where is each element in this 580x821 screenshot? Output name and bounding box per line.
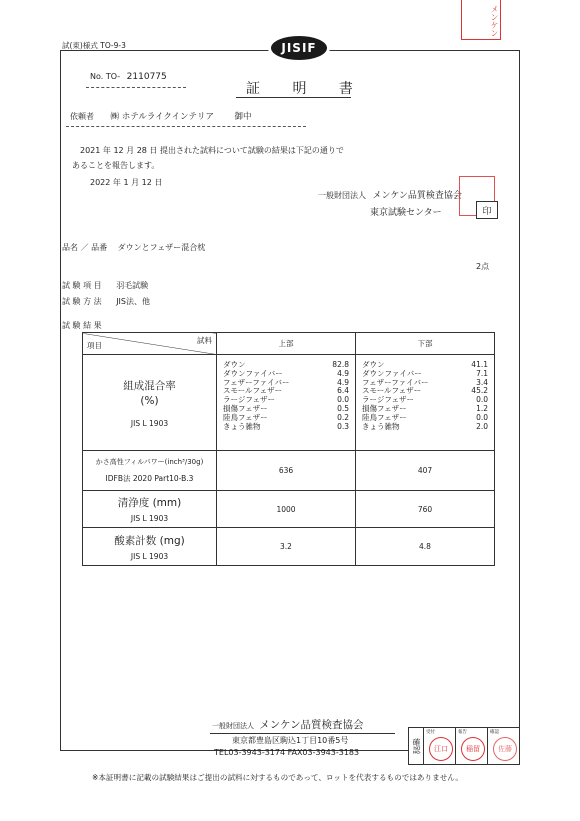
requester-name: ㈱ ホテルライクインテリア <box>110 112 214 122</box>
honorific: 御中 <box>234 112 252 122</box>
product-name: ダウンとフェザー混合枕 <box>117 243 206 252</box>
footer-org-name: メンケン品質検査協会 <box>259 719 364 731</box>
table-row <box>83 491 495 528</box>
component-value: 7.1 <box>476 368 488 378</box>
stamp3-text: 佐藤 <box>498 745 512 753</box>
oxy-lower: 4.8 <box>356 528 495 566</box>
clean-title: 清浄度 (mm) <box>117 497 182 509</box>
mix-std: JIS L 1903 <box>130 418 169 428</box>
clean-upper: 1000 <box>217 491 356 528</box>
component-name: ダウン <box>362 360 385 369</box>
approve-label: 確認 <box>490 730 499 735</box>
component-value: 6.4 <box>337 386 349 396</box>
component-value: 0.0 <box>476 395 488 405</box>
mix-lower-cell <box>356 355 495 451</box>
oxy-label-cell <box>83 528 217 566</box>
report-label: 報告 <box>458 730 467 735</box>
cert-number <box>90 72 167 82</box>
received-label: 受付 <box>426 730 435 735</box>
requester-label: 依頼者 <box>70 112 94 121</box>
fill-label-cell <box>83 451 217 491</box>
page-title: 証 明 書 <box>246 81 367 97</box>
footer-org-underline <box>210 733 395 734</box>
test-item-row <box>62 280 148 291</box>
oxy-upper: 3.2 <box>217 528 356 566</box>
fill-title: かさ高性フィルパワー(inch³/30g) <box>95 458 204 466</box>
fill-upper: 636 <box>217 451 356 491</box>
component-value: 4.9 <box>337 377 349 387</box>
header-upper: 上部 <box>217 333 356 355</box>
component-name: ダウンファイバー <box>223 368 283 378</box>
form-code: 試(東)様式 TO-9-3 <box>62 41 126 50</box>
title-underline <box>236 97 351 98</box>
component-row <box>356 423 494 432</box>
stamp2-text: 稲留 <box>466 745 480 753</box>
report-date: 2022 年 1 月 12 日 <box>90 178 163 187</box>
footer-tel: TEL03-3943-3174 FAX03-3943-3183 <box>214 748 360 757</box>
issuer-name: メンケン品質検査協会 <box>372 191 462 201</box>
header-sample: 試料 <box>197 336 212 345</box>
product-label: 品名 ／ 品番 <box>62 243 108 252</box>
approval-box <box>408 727 520 765</box>
cert-no-label: No. TO- <box>90 72 121 81</box>
header-diagonal-cell <box>83 333 217 355</box>
clean-std: JIS L 1903 <box>130 514 169 523</box>
component-value: 2.0 <box>476 421 488 431</box>
test-item-label: 試 験 項 目 <box>62 281 102 290</box>
clean-lower: 760 <box>356 491 495 528</box>
stamp-inadome <box>461 737 485 761</box>
approval-cell-received <box>424 728 456 764</box>
mix-title: 組成混合率 <box>123 379 176 392</box>
component-name: スモールフェザー <box>362 386 422 396</box>
mix-unit: (%) <box>140 394 159 407</box>
component-name: 損傷フェザー <box>362 403 407 413</box>
table-header-row <box>83 333 495 355</box>
confirm-label <box>409 728 424 764</box>
corner-stamp <box>461 0 501 40</box>
issuer-center: 東京試験センター <box>370 208 442 218</box>
component-name: 損傷フェザー <box>223 403 268 413</box>
component-value: 0.0 <box>337 395 349 405</box>
cert-no-underline <box>86 87 186 88</box>
header-item: 項目 <box>87 341 102 350</box>
component-value: 45.2 <box>471 386 488 396</box>
component-value: 0.2 <box>337 412 349 422</box>
results-table <box>82 332 495 566</box>
component-name: きょう雑物 <box>362 421 400 431</box>
table-row <box>83 451 495 491</box>
submit-line: 2021 年 12 月 28 日 提出された試料について試験の結果は下記の通りで <box>80 146 344 155</box>
component-name: ラージフェザー <box>223 395 275 405</box>
seal-char: 印 <box>482 206 492 217</box>
confirm-text: 確認 <box>412 738 421 754</box>
component-name: きょう雑物 <box>223 421 261 431</box>
component-name: 陸鳥フェザー <box>223 412 268 422</box>
component-name: ダウン <box>223 360 246 369</box>
official-seal-box <box>476 201 498 219</box>
component-value: 4.9 <box>337 368 349 378</box>
component-name: ダウンファイバー <box>362 368 422 378</box>
table-row <box>83 355 495 451</box>
component-value: 0.0 <box>476 412 488 422</box>
component-value: 1.2 <box>476 403 488 413</box>
test-method-row <box>62 296 150 307</box>
table-row <box>83 528 495 566</box>
results-label: 試 験 結 果 <box>62 321 102 330</box>
test-method-label: 試 験 方 法 <box>62 297 102 306</box>
mix-label-cell <box>83 355 217 451</box>
product-row <box>62 242 205 253</box>
component-value: 3.4 <box>476 377 488 387</box>
clean-label-cell <box>83 491 217 528</box>
requester-row <box>70 110 252 122</box>
issuer-prefix: 一般財団法人 <box>318 191 366 200</box>
stamp1-text: 江口 <box>434 745 448 753</box>
sample-count: 2点 <box>476 262 490 271</box>
component-name: フェザーファイバー <box>223 377 290 387</box>
footer-org <box>212 717 364 732</box>
footer-org-prefix: 一般財団法人 <box>212 722 254 730</box>
component-name: ラージフェザー <box>362 395 414 405</box>
issuer-org <box>318 188 462 201</box>
component-value: 0.5 <box>337 403 349 413</box>
component-name: スモールフェザー <box>223 386 283 396</box>
component-row <box>217 423 355 432</box>
component-value: 82.8 <box>332 360 349 369</box>
approval-cell-report <box>456 728 488 764</box>
component-value: 41.1 <box>471 360 488 369</box>
requester-underline <box>66 126 306 127</box>
mix-upper-cell <box>217 355 356 451</box>
component-name: 陸鳥フェザー <box>362 412 407 422</box>
logo <box>268 33 330 63</box>
logo-text: JISIF <box>281 41 317 55</box>
stamp-sato <box>493 737 517 761</box>
test-method-value: JIS法、他 <box>116 297 150 306</box>
component-name: フェザーファイバー <box>362 377 429 387</box>
component-value: 0.3 <box>337 421 349 431</box>
header-lower: 下部 <box>356 333 495 355</box>
oxy-title: 酸素計数 (mg) <box>114 534 185 547</box>
report-line: あることを報告します。 <box>72 161 160 170</box>
disclaimer: ※本証明書に記載の試験結果はご提出の試料に対するものであって、ロットを代表するものではありません。 <box>92 773 463 782</box>
stamp-eguchi <box>429 737 453 761</box>
fill-lower: 407 <box>356 451 495 491</box>
cert-no-value: 2110775 <box>126 72 167 82</box>
test-item-value: 羽毛試験 <box>116 281 149 290</box>
fill-std: IDFB法 2020 Part10-B.3 <box>105 474 194 483</box>
corner-stamp-text: メンケン <box>490 4 499 37</box>
approval-cell-approve <box>488 728 519 764</box>
footer-address: 東京都豊島区駒込1丁目10番5号 <box>232 736 349 745</box>
oxy-std: JIS L 1903 <box>130 551 169 561</box>
